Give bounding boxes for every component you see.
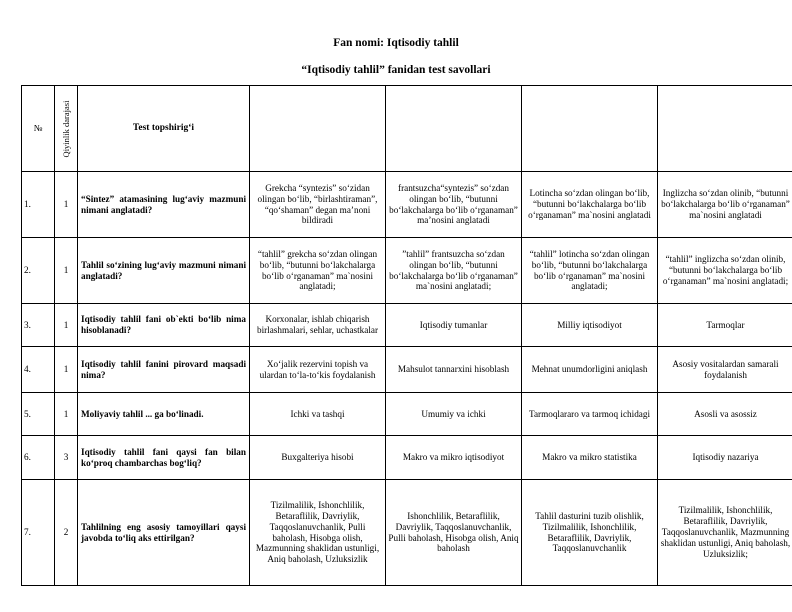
- answer-option-d: Asosiy vositalardan samarali foydalanish: [658, 347, 792, 393]
- answer-option-a: Tizilmalilik, Ishonchlilik, Betaraflilik, Davriylik, Taqqoslanuvchanlik, Pulli baholash, Hisobga olish, Mazmunning shaklidan ustunligi, Aniq baholash, Uzluksizlik: [250, 480, 386, 586]
- question-text: “Sintez” atamasining lug‘aviy mazmuni nimani anglatadi?: [78, 172, 250, 238]
- answer-option-a: Buxgalteriya hisobi: [250, 436, 386, 480]
- option-d-header: [658, 86, 792, 172]
- question-text: Iqtisodiy tahlil fani ob`ekti bo‘lib nima hisoblanadi?: [78, 304, 250, 347]
- answer-option-c: Tarmoqlararo va tarmoq ichidagi: [522, 393, 658, 436]
- question-text: Iqtisodiy tahlil fani qaysi fan bilan ko‘proq chambarchas bog‘liq?: [78, 436, 250, 480]
- answer-option-b: Makro va mikro iqtisodiyot: [386, 436, 522, 480]
- answer-option-a: Xo‘jalik rezervini topish va ulardan to‘la-to‘kis foydalanish: [250, 347, 386, 393]
- difficulty-level: 1: [55, 347, 78, 393]
- row-number: 7.: [22, 480, 55, 586]
- document-subtitle: “Iqtisodiy tahlil” fanidan test savollari: [301, 64, 491, 76]
- answer-option-c: Milliy iqtisodiyot: [522, 304, 658, 347]
- difficulty-level: 1: [55, 304, 78, 347]
- difficulty-level: 1: [55, 172, 78, 238]
- question-text: Moliyaviy tahlil ... ga bo‘linadi.: [78, 393, 250, 436]
- table-row: [22, 436, 792, 480]
- difficulty-level: 1: [55, 238, 78, 304]
- difficulty-level: 1: [55, 393, 78, 436]
- question-text: Iqtisodiy tahlil fanini pirovard maqsadi nima?: [78, 347, 250, 393]
- number-header: №: [22, 86, 55, 172]
- test-questions-table: [21, 85, 792, 586]
- document-title: Fan nomi: Iqtisodiy tahlil: [333, 37, 459, 49]
- answer-option-d: Tizilmalilik, Ishonchlilik, Betaraflilik, Davriylik, Taqqoslanuvchanlik, Mazmunning shaklidan ustunligi, Aniq baholash, Uzluksizlik;: [658, 480, 792, 586]
- answer-option-d: “tahlil” inglizcha so‘zdan olinib, “butunni bo‘lakchalarga bo‘lib o‘rganaman” ma`nosini anglatadi;: [658, 238, 792, 304]
- answer-option-c: Mehnat unumdorligini aniqlash: [522, 347, 658, 393]
- answer-option-a: Ichki va tashqi: [250, 393, 386, 436]
- row-number: 4.: [22, 347, 55, 393]
- answer-option-c: Lotincha so‘zdan olingan bo‘lib, “butunni bo‘lakchalarga bo‘lib o‘rganaman” ma`nosini anglatadi: [522, 172, 658, 238]
- table-header-row: [22, 86, 792, 172]
- row-number: 1.: [22, 172, 55, 238]
- option-c-header: [522, 86, 658, 172]
- question-text: Tahlil so‘zining lug‘aviy mazmuni nimani anglatadi?: [78, 238, 250, 304]
- answer-option-d: Iqtisodiy nazariya: [658, 436, 792, 480]
- row-number: 6.: [22, 436, 55, 480]
- answer-option-c: Tahlil dasturini tuzib olishlik, Tizilmalilik, Ishonchlilik, Betaraflilik, Davriylik, Taqqoslanuvchanlik: [522, 480, 658, 586]
- table-row: [22, 480, 792, 586]
- difficulty-level: 2: [55, 480, 78, 586]
- row-number: 5.: [22, 393, 55, 436]
- table-row: [22, 172, 792, 238]
- level-header: [55, 86, 78, 172]
- answer-option-a: “tahlil” grekcha so‘zdan olingan bo‘lib, “butunni bo‘lakchalarga bo‘lib o‘rganaman” ma`nosini anglatadi;: [250, 238, 386, 304]
- answer-option-d: Asosli va asossiz: [658, 393, 792, 436]
- answer-option-d: Inglizcha so‘zdan olinib, “butunni bo‘lakchalarga bo‘lib o‘rganaman” ma`nosini anglatadi: [658, 172, 792, 238]
- answer-option-b: Iqtisodiy tumanlar: [386, 304, 522, 347]
- option-a-header: [250, 86, 386, 172]
- answer-option-b: frantsuzcha“syntezis” so‘zdan olingan bo‘lib, “butunni bo‘lakchalarga bo‘lib o‘rganaman” maʼnosini anglatadi: [386, 172, 522, 238]
- level-header-label: Qiyinlik darajasi: [60, 100, 71, 157]
- answer-option-c: Makro va mikro statistika: [522, 436, 658, 480]
- answer-option-c: “tahlil” lotincha so‘zdan olingan bo‘lib, “butunni bo‘lakchalarga bo‘lib o‘rganaman” ma`nosini anglatadi;: [522, 238, 658, 304]
- table-row: [22, 347, 792, 393]
- difficulty-level: 3: [55, 436, 78, 480]
- answer-option-d: Tarmoqlar: [658, 304, 792, 347]
- answer-option-b: Ishonchlilik, Betaraflilik, Davriylik, Taqqoslanuvchanlik, Pulli baholash, Hisobga olish, Aniq baholash: [386, 480, 522, 586]
- answer-option-a: Korxonalar, ishlab chiqarish birlashmalari, sehlar, uchastkalar: [250, 304, 386, 347]
- answer-option-b: Umumiy va ichki: [386, 393, 522, 436]
- row-number: 2.: [22, 238, 55, 304]
- task-header: Test topshirig‘i: [78, 86, 250, 172]
- question-text: Tahlilning eng asosiy tamoyillari qaysi javobda to‘liq aks ettirilgan?: [78, 480, 250, 586]
- answer-option-a: Grekcha “syntezis” so‘zidan olingan bo‘lib, “birlashtiraman”, “qo‘shaman” degan ma’noni bildiradi: [250, 172, 386, 238]
- option-b-header: [386, 86, 522, 172]
- table-row: [22, 393, 792, 436]
- row-number: 3.: [22, 304, 55, 347]
- table-row: [22, 304, 792, 347]
- answer-option-b: ”tahlil” frantsuzcha so‘zdan olingan bo‘lib, “butunni bo‘lakchalarga bo‘lib o‘rganaman” ma`nosini anglatadi;: [386, 238, 522, 304]
- table-row: [22, 238, 792, 304]
- answer-option-b: Mahsulot tannarxini hisoblash: [386, 347, 522, 393]
